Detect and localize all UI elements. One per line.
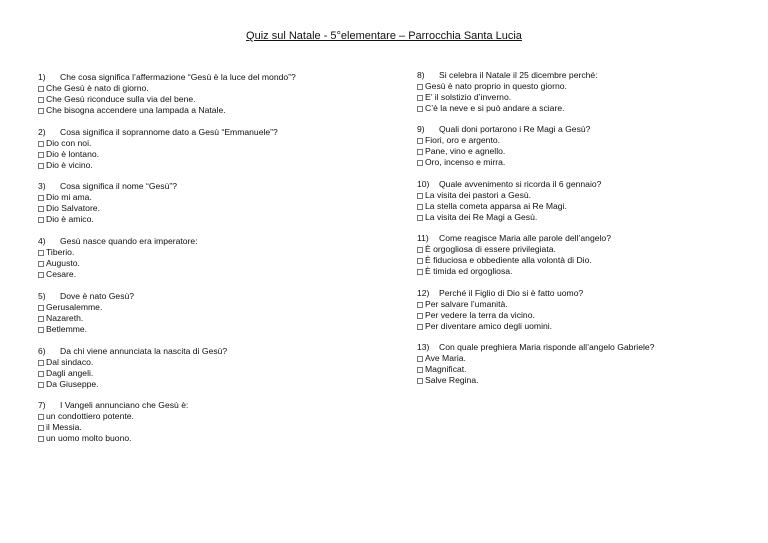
question-number: 10) bbox=[417, 179, 430, 189]
answer-option[interactable] bbox=[417, 266, 757, 277]
question-text bbox=[417, 342, 757, 353]
question-text bbox=[38, 346, 378, 357]
question-number: 3) bbox=[38, 181, 46, 191]
question-block bbox=[417, 233, 757, 277]
question-block bbox=[38, 236, 378, 280]
answer-label: È orgogliosa di essere privilegiata. bbox=[425, 244, 556, 254]
checkbox-icon[interactable] bbox=[38, 327, 44, 333]
question-block bbox=[417, 70, 757, 114]
checkbox-icon[interactable] bbox=[417, 247, 423, 253]
answer-option[interactable] bbox=[38, 357, 378, 368]
answer-option[interactable] bbox=[38, 379, 378, 390]
question-block bbox=[417, 179, 757, 223]
answer-option[interactable] bbox=[417, 81, 757, 92]
answer-option[interactable] bbox=[38, 203, 378, 214]
answer-option[interactable] bbox=[417, 103, 757, 114]
answer-option[interactable] bbox=[38, 258, 378, 269]
answer-option[interactable] bbox=[417, 146, 757, 157]
answer-option[interactable] bbox=[38, 313, 378, 324]
question-number: 9) bbox=[417, 124, 425, 134]
question-text bbox=[417, 70, 757, 81]
answer-label: La visita dei Re Magi a Gesù. bbox=[425, 212, 538, 222]
answer-option[interactable] bbox=[417, 92, 757, 103]
question-label: Cosa significa il soprannome dato a Gesù “Emmanuele”? bbox=[60, 127, 278, 137]
checkbox-icon[interactable] bbox=[417, 106, 423, 112]
answer-label: Ave Maria. bbox=[425, 353, 466, 363]
answer-option[interactable] bbox=[38, 160, 378, 171]
checkbox-icon[interactable] bbox=[417, 215, 423, 221]
answer-option[interactable] bbox=[417, 353, 757, 364]
checkbox-icon[interactable] bbox=[417, 149, 423, 155]
answer-label: C’è la neve e si può andare a sciare. bbox=[425, 103, 565, 113]
answer-option[interactable] bbox=[38, 368, 378, 379]
answer-option[interactable] bbox=[417, 255, 757, 266]
question-text bbox=[38, 181, 378, 192]
question-number: 2) bbox=[38, 127, 46, 137]
question-text bbox=[417, 124, 757, 135]
checkbox-icon[interactable] bbox=[38, 217, 44, 223]
question-label: Con quale preghiera Maria risponde all’angelo Gabriele? bbox=[439, 342, 655, 352]
question-text bbox=[417, 288, 757, 299]
quiz-title: Quiz sul Natale - 5°elementare – Parrocchia Santa Lucia bbox=[246, 30, 522, 42]
checkbox-icon[interactable] bbox=[38, 206, 44, 212]
checkbox-icon[interactable] bbox=[417, 138, 423, 144]
answer-label: Che bisogna accendere una lampada a Natale. bbox=[46, 105, 226, 115]
question-block bbox=[38, 72, 378, 116]
answer-option[interactable] bbox=[38, 214, 378, 225]
checkbox-icon[interactable] bbox=[38, 163, 44, 169]
answer-option[interactable] bbox=[417, 201, 757, 212]
question-label: I Vangeli annunciano che Gesù è: bbox=[60, 400, 189, 410]
question-text bbox=[38, 72, 378, 83]
answer-label: E’ il solstizio d’inverno. bbox=[425, 92, 512, 102]
answer-label: La stella cometa apparsa ai Re Magi. bbox=[425, 201, 567, 211]
checkbox-icon[interactable] bbox=[38, 141, 44, 147]
checkbox-icon[interactable] bbox=[38, 272, 44, 278]
answer-label: il Messia. bbox=[46, 422, 82, 432]
answer-option[interactable] bbox=[38, 247, 378, 258]
checkbox-icon[interactable] bbox=[38, 261, 44, 267]
answer-label: Augusto. bbox=[46, 258, 80, 268]
question-label: Gesù nasce quando era imperatore: bbox=[60, 236, 198, 246]
question-number: 13) bbox=[417, 342, 430, 352]
question-text bbox=[38, 400, 378, 411]
answer-label: È timida ed orgogliosa. bbox=[425, 266, 513, 276]
question-text bbox=[38, 127, 378, 138]
checkbox-icon[interactable] bbox=[38, 414, 44, 420]
answer-label: Da Giuseppe. bbox=[46, 379, 99, 389]
answer-option[interactable] bbox=[38, 94, 378, 105]
answer-label: È fiduciosa e obbediente alla volontà di Dio. bbox=[425, 255, 592, 265]
question-number: 4) bbox=[38, 236, 46, 246]
question-label: Quali doni portarono i Re Magi a Gesù? bbox=[439, 124, 591, 134]
checkbox-icon[interactable] bbox=[38, 250, 44, 256]
answer-label: Per vedere la terra da vicino. bbox=[425, 310, 535, 320]
answer-option[interactable] bbox=[417, 364, 757, 375]
answer-label: Nazareth. bbox=[46, 313, 84, 323]
question-label: Si celebra il Natale il 25 dicembre perché: bbox=[439, 70, 598, 80]
answer-label: Dagli angeli. bbox=[46, 368, 94, 378]
answer-label: Dio Salvatore. bbox=[46, 203, 100, 213]
answer-label: Gerusalemme. bbox=[46, 302, 103, 312]
answer-option[interactable] bbox=[417, 135, 757, 146]
checkbox-icon[interactable] bbox=[38, 108, 44, 114]
question-label: Cosa significa il nome “Gesù”? bbox=[60, 181, 178, 191]
checkbox-icon[interactable] bbox=[417, 160, 423, 166]
question-text bbox=[417, 233, 757, 244]
question-text bbox=[38, 291, 378, 302]
checkbox-icon[interactable] bbox=[38, 305, 44, 311]
checkbox-icon[interactable] bbox=[38, 360, 44, 366]
checkbox-icon[interactable] bbox=[417, 324, 423, 330]
checkbox-icon[interactable] bbox=[417, 378, 423, 384]
answer-option[interactable] bbox=[38, 422, 378, 433]
answer-option[interactable] bbox=[38, 83, 378, 94]
checkbox-icon[interactable] bbox=[417, 367, 423, 373]
question-block bbox=[38, 291, 378, 335]
answer-option[interactable] bbox=[417, 190, 757, 201]
answer-option[interactable] bbox=[417, 299, 757, 310]
answer-option[interactable] bbox=[417, 212, 757, 223]
answer-option[interactable] bbox=[38, 105, 378, 116]
answer-label: Pane, vino e agnello. bbox=[425, 146, 506, 156]
answer-label: Tiberio. bbox=[46, 247, 75, 257]
answer-label: Gesù è nato proprio in questo giorno. bbox=[425, 81, 567, 91]
question-label: Quale avvenimento si ricorda il 6 gennaio? bbox=[439, 179, 602, 189]
checkbox-icon[interactable] bbox=[38, 152, 44, 158]
question-label: Dove è nato Gesù? bbox=[60, 291, 135, 301]
question-block bbox=[38, 346, 378, 390]
question-number: 6) bbox=[38, 346, 46, 356]
question-label: Da chi viene annunciata la nascita di Gesù? bbox=[60, 346, 228, 356]
question-text bbox=[417, 179, 757, 190]
question-block bbox=[417, 288, 757, 332]
checkbox-icon[interactable] bbox=[417, 84, 423, 90]
answer-label: Per diventare amico degli uomini. bbox=[425, 321, 553, 331]
answer-option[interactable] bbox=[38, 302, 378, 313]
answer-label: Dio è lontano. bbox=[46, 149, 100, 159]
answer-label: Betlemme. bbox=[46, 324, 88, 334]
answer-option[interactable] bbox=[417, 321, 757, 332]
answer-label: Cesare. bbox=[46, 269, 77, 279]
answer-option[interactable] bbox=[417, 310, 757, 321]
answer-label: Dio con noi. bbox=[46, 138, 92, 148]
checkbox-icon[interactable] bbox=[417, 302, 423, 308]
answer-label: Dio è amico. bbox=[46, 214, 94, 224]
answer-option[interactable] bbox=[38, 138, 378, 149]
question-number: 8) bbox=[417, 70, 425, 80]
question-label: Perché il Figlio di Dio si è fatto uomo? bbox=[439, 288, 584, 298]
question-block bbox=[38, 127, 378, 171]
checkbox-icon[interactable] bbox=[38, 382, 44, 388]
answer-option[interactable] bbox=[417, 375, 757, 386]
answer-label: Per salvare l’umanità. bbox=[425, 299, 508, 309]
answer-label: Dal sindaco. bbox=[46, 357, 94, 367]
question-number: 12) bbox=[417, 288, 430, 298]
answer-option[interactable] bbox=[38, 433, 378, 444]
checkbox-icon[interactable] bbox=[38, 425, 44, 431]
answer-label: Magnificat. bbox=[425, 364, 467, 374]
answer-option[interactable] bbox=[38, 324, 378, 335]
answer-option[interactable] bbox=[417, 157, 757, 168]
question-label: Come reagisce Maria alle parole dell’angelo? bbox=[439, 233, 611, 243]
checkbox-icon[interactable] bbox=[38, 316, 44, 322]
checkbox-icon[interactable] bbox=[417, 269, 423, 275]
checkbox-icon[interactable] bbox=[417, 258, 423, 264]
answer-label: un uomo molto buono. bbox=[46, 433, 132, 443]
answer-option[interactable] bbox=[38, 411, 378, 422]
answer-label: Salve Regina. bbox=[425, 375, 479, 385]
question-block bbox=[417, 342, 757, 386]
answer-label: Dio è vicino. bbox=[46, 160, 93, 170]
answer-label: Che Gesù riconduce sulla via del bene. bbox=[46, 94, 196, 104]
answer-option[interactable] bbox=[417, 244, 757, 255]
checkbox-icon[interactable] bbox=[417, 204, 423, 210]
answer-label: Fiori, oro e argento. bbox=[425, 135, 500, 145]
answer-option[interactable] bbox=[38, 269, 378, 280]
answer-option[interactable] bbox=[38, 149, 378, 160]
question-block bbox=[38, 400, 378, 444]
answer-label: Che Gesù è nato di giorno. bbox=[46, 83, 149, 93]
checkbox-icon[interactable] bbox=[38, 371, 44, 377]
checkbox-icon[interactable] bbox=[417, 356, 423, 362]
question-number: 11) bbox=[417, 233, 429, 243]
answer-label: un condottiero potente. bbox=[46, 411, 134, 421]
checkbox-icon[interactable] bbox=[38, 97, 44, 103]
checkbox-icon[interactable] bbox=[38, 436, 44, 442]
checkbox-icon[interactable] bbox=[38, 86, 44, 92]
answer-label: Oro, incenso e mirra. bbox=[425, 157, 506, 167]
answer-option[interactable] bbox=[38, 192, 378, 203]
question-number: 5) bbox=[38, 291, 46, 301]
question-number: 1) bbox=[38, 72, 46, 82]
checkbox-icon[interactable] bbox=[417, 193, 423, 199]
question-number: 7) bbox=[38, 400, 46, 410]
checkbox-icon[interactable] bbox=[38, 195, 44, 201]
answer-label: Dio mi ama. bbox=[46, 192, 92, 202]
question-block bbox=[417, 124, 757, 168]
question-text bbox=[38, 236, 378, 247]
checkbox-icon[interactable] bbox=[417, 313, 423, 319]
answer-label: La visita dei pastori a Gesù. bbox=[425, 190, 532, 200]
question-label: Che cosa significa l’affermazione “Gesù è la luce del mondo”? bbox=[60, 72, 296, 82]
question-block bbox=[38, 181, 378, 225]
checkbox-icon[interactable] bbox=[417, 95, 423, 101]
